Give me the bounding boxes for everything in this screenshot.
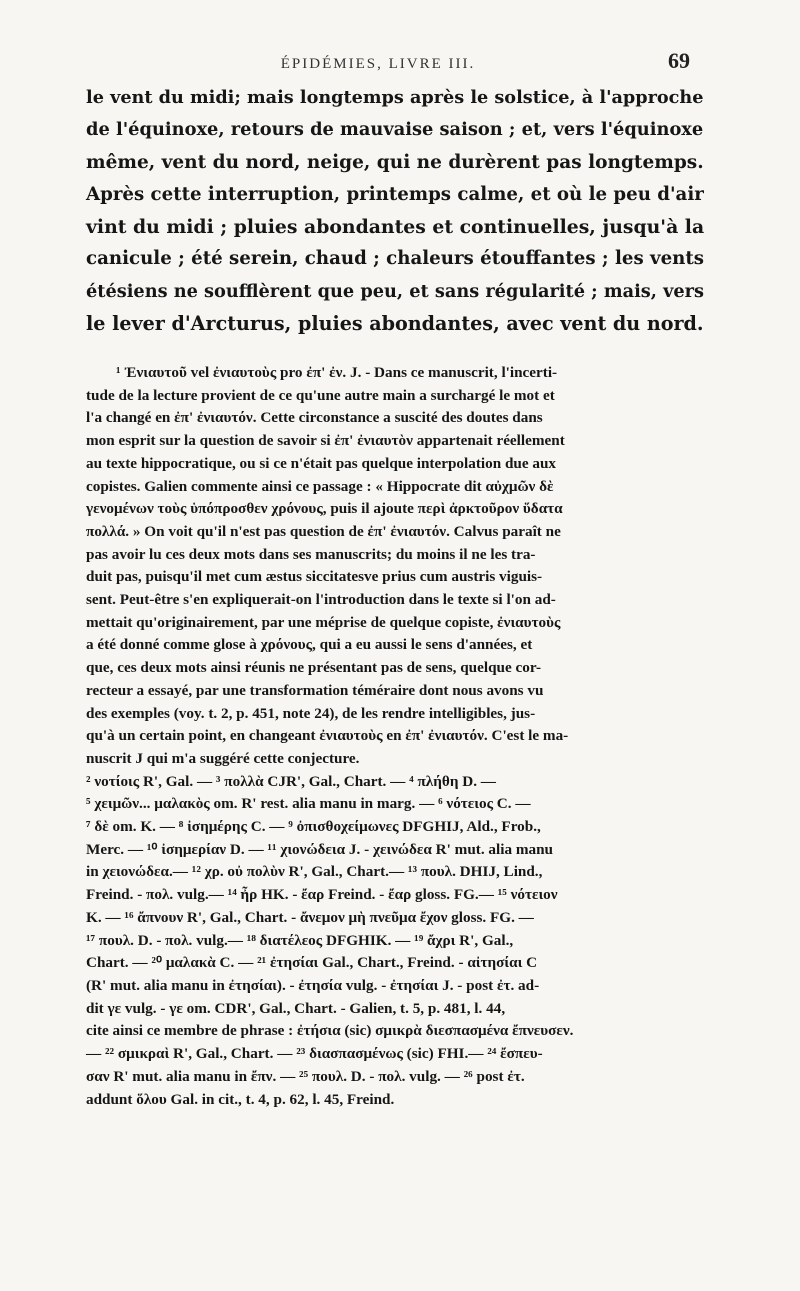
footnote-line: pas avoir lu ces deux mots dans ses manuscrits; du moins il ne les tra- <box>86 545 536 563</box>
footnote-line: Chart. — ²⁰ μαλακὰ C. — ²¹ ἐτησίαι Gal., Chart., Freind. - αἰτησίαι C <box>86 954 538 972</box>
text-line: vint du midi ; pluies abondantes et continuelles, jusqu'à la <box>86 216 705 239</box>
footnote-line: in χειονώδεα.— ¹² χρ. οὐ πολὺν R', Gal., Chart.— ¹³ πουλ. DHIJ, Lind., <box>86 863 543 881</box>
main-text <box>86 82 704 340</box>
footnote-line: πολλά. » On voit qu'il n'est pas question de ἐπ' ἐνιαυτόν. Calvus paraît ne <box>86 522 561 540</box>
footnote-line: duit pas, puisqu'il met cum æstus siccitatesve prius cum austris viguis- <box>86 568 543 586</box>
footnote-line: sent. Peut-être s'en expliquerait-on l'introduction dans le texte si l'on ad- <box>86 591 556 609</box>
page-number: 69 <box>668 48 690 73</box>
footnote-line: qu'à un certain point, en changeant ἐνιαυτοὺς en ἐπ' ἐνιαυτόν. C'est le ma- <box>86 727 569 745</box>
text-line: canicule ; été serein, chaud ; chaleurs étouffantes ; les vents <box>86 248 705 270</box>
text-line: le vent du midi; mais longtemps après le solstice, à l'approche <box>86 87 704 108</box>
footnote-line: (R' mut. alia manu in ἐτησίαι). - ἐτησία vulg. - ἐτησίαι J. - post ἐτ. ad- <box>86 976 540 994</box>
running-title: ÉPIDÉMIES, LIVRE III. <box>280 56 476 72</box>
footnote-line: copistes. Galien commente ainsi ce passage : « Hippocrate dit αὐχμῶν δὲ <box>86 477 554 495</box>
footnote-line-first: ¹ Ἐνιαυτοῦ vel ἐνιαυτοὺς pro ἐπ' ἐν. J. - Dans ce manuscrit, l'incerti- <box>116 364 558 381</box>
footnote-line: recteur a essayé, par une transformation téméraire dont nous avons vu <box>86 681 544 699</box>
footnote-line: — ²² σμικραὶ R', Gal., Chart. — ²³ διασπασμένως (sic) FHI.— ²⁴ ἔσπευ- <box>86 1045 543 1063</box>
text-line: le lever d'Arcturus, pluies abondantes, avec vent du nord. <box>86 312 704 336</box>
footnote-line: Merc. — ¹⁰ ἰσημερίαν D. — ¹¹ χιονώδεια J. - χεινώδεα R' mut. alia manu <box>86 840 553 858</box>
footnote-line: γενομένων τοὺς ὑπόπροσθεν χρόνους, puis il ajoute περὶ ἀρκτοῦρον ὕδατα <box>86 500 563 518</box>
text-line: étésiens ne soufflèrent que peu, et sans régularité ; mais, vers <box>86 280 704 302</box>
footnote-line: cite ainsi ce membre de phrase : ἐτήσια (sic) σμικρὰ διεσπασμένα ἔπνευσεν. <box>86 1022 574 1040</box>
footnote-line: addunt ὅλου Gal. in cit., t. 4, p. 62, l. 45, Freind. <box>86 1090 395 1108</box>
text-line: de l'équinoxe, retours de mauvaise saison ; et, vers l'équinoxe <box>86 119 704 141</box>
footnote-line: au texte hippocratique, ou si ce n'était pas quelque interpolation due aux <box>86 454 557 472</box>
footnote-line: mettait qu'originairement, par une méprise de quelque copiste, ἐνιαυτοὺς <box>86 613 561 631</box>
footnote-line: que, ces deux mots ainsi réunis ne présentant pas de sens, quelque cor- <box>86 659 542 677</box>
footnote-line: l'a changé en ἐπ' ἐνιαυτόν. Cette circonstance a suscité des doutes dans <box>86 409 543 427</box>
footnote-line: ⁵ χειμῶν... μαλακὸς om. R' rest. alia manu in marg. — ⁶ νότειος C. — <box>86 795 531 813</box>
footnote-line: σαν R' mut. alia manu in ἔπν. — ²⁵ πουλ. D. - πολ. vulg. — ²⁶ post ἐτ. <box>86 1067 525 1085</box>
footnote-line: des exemples (voy. t. 2, p. 451, note 24), de les rendre intelligibles, jus- <box>86 704 536 722</box>
footnote-line: ⁷ δὲ om. K. — ⁸ ἰσημέρης C. — ⁹ ὀπισθοχείμωνες DFGHIJ, Ald., Frob., <box>86 818 541 836</box>
text-line: Après cette interruption, printemps calme, et où le peu d'air <box>86 183 704 205</box>
footnote-line: nuscrit J qui m'a suggéré cette conjecture. <box>86 749 360 767</box>
footnote-line: K. — ¹⁶ ἄπνουν R', Gal., Chart. - ἄνεμον μὴ πνεῦμα ἔχον gloss. FG. — <box>86 908 534 926</box>
text-line: même, vent du nord, neige, qui ne durèrent pas longtemps. <box>86 151 704 173</box>
footnotes <box>86 362 704 1111</box>
footnote-line: mon esprit sur la question de savoir si ἐπ' ἐνιαυτὸν appartenait réellement <box>86 432 565 450</box>
footnote-line: tude de la lecture provient de ce qu'une autre main a surchargé le mot et <box>86 386 555 404</box>
footnote-line: ¹⁷ πουλ. D. - πολ. vulg.— ¹⁸ διατέλεος DFGHIK. — ¹⁹ ἄχρι R', Gal., <box>86 931 514 949</box>
page-header <box>88 48 690 74</box>
footnote-line: a été donné comme glose à χρόνους, qui a eu aussi le sens d'années, et <box>86 636 533 654</box>
footnote-line: Freind. - πολ. vulg.— ¹⁴ ἦρ HK. - ἔαρ Freind. - ἔαρ gloss. FG.— ¹⁵ νότειον <box>86 886 558 904</box>
footnote-line: dit γε vulg. - γε om. CDR', Gal., Chart. - Galien, t. 5, p. 481, l. 44, <box>86 999 506 1017</box>
footnote-line: ² νοτίοις R', Gal. — ³ πολλὰ CJR', Gal., Chart. — ⁴ πλήθη D. — <box>86 772 496 790</box>
